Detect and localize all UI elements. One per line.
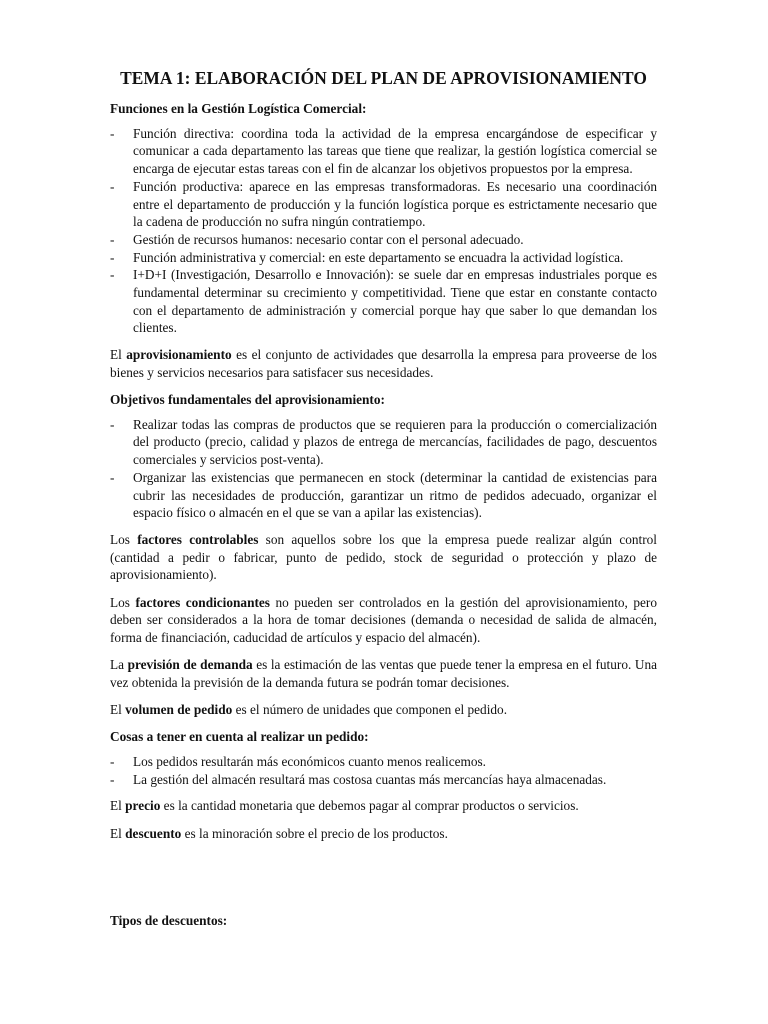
- dash-bullet: -: [110, 771, 115, 787]
- document-page: [110, 66, 657, 937]
- paragraph-text: El: [110, 825, 126, 841]
- list-item: [110, 416, 657, 469]
- list-item: [110, 771, 657, 789]
- descuento-paragraph: [110, 825, 657, 843]
- paragraph-text: La: [110, 657, 128, 673]
- dash-bullet: -: [110, 754, 115, 769]
- paragraph-text: es la estimación de las ventas que puede tener la empresa en el futuro. Una vez obtenida la previsión de la demanda futura se podrán tomar decisiones.: [110, 657, 657, 690]
- funciones-heading: Funciones en la Gestión Logística Comercial:: [110, 101, 367, 116]
- paragraph-text: es el conjunto de actividades que desarrolla la empresa para proveerse de los bienes y servicios necesarios para satisfacer sus necesidades.: [110, 347, 657, 380]
- defined-term: descuento: [125, 825, 182, 841]
- list-item-text: I+D+I (Investigación, Desarrollo e Innovación): se suele dar en empresas industriales porque es fundamental determinar su crecimiento y competitividad. Tiene que estar en constante contacto con el departamento de administración y comercial porque hay que saber lo que demandan los clientes.: [133, 267, 657, 336]
- paragraph-text: es la minoración sobre el precio de los productos.: [181, 825, 448, 841]
- defined-term: volumen de pedido: [125, 702, 233, 718]
- prevision-paragraph: [110, 656, 657, 691]
- tipos-descuentos-heading: Tipos de descuentos:: [110, 912, 228, 928]
- cosas-list: [110, 753, 657, 788]
- dash-bullet: -: [110, 231, 115, 247]
- list-item: [110, 178, 657, 231]
- dash-bullet: -: [110, 125, 115, 141]
- blank-space: [110, 852, 657, 912]
- list-item: [110, 231, 657, 249]
- list-item-text: Organizar las existencias que permanecen en stock (determinar la cantidad de existencias para cubrir las necesidades de producción, garantizar un ritmo de pedidos adecuado, organizar el espacio físico o almacén en el que se van a apilar las existencias).: [133, 469, 657, 521]
- paragraph-text: Los: [110, 594, 136, 610]
- list-item-text: Los pedidos resultarán más económicos cuanto menos realicemos.: [133, 754, 487, 769]
- paragraph-text: son aquellos sobre los que la empresa puede realizar algún control (cantidad a pedir o fabricar, punto de pedido, stock de seguridad o protección y plazo de aprovisionamiento).: [110, 531, 657, 583]
- paragraph-text: El: [110, 347, 127, 363]
- list-item-text: Realizar todas las compras de productos que se requieren para la producción o comercialización del producto (precio, calidad y plazos de entrega de mercancías, facilidades de pago, descuentos comerciales y servicios post-venta).: [133, 416, 657, 468]
- factores-condicionantes-paragraph: [110, 594, 657, 647]
- objetivos-list: [110, 416, 657, 522]
- list-item: [110, 469, 657, 522]
- list-item: [110, 753, 657, 771]
- paragraph-text: no pueden ser controlados en la gestión del aprovisionamiento, pero deben ser considerados a la hora de tomar decisiones (demanda o necesidad de salida de almacén, forma de financiación, caducidad de artículos y espacio del almacén).: [110, 594, 657, 645]
- defined-term: aprovisionamiento: [126, 347, 232, 363]
- list-item-text: La gestión del almacén resultará mas costosa cuantas más mercancías haya almacenadas.: [133, 771, 607, 787]
- objetivos-heading: Objetivos fundamentales del aprovisionamiento:: [110, 392, 385, 408]
- list-item-text: Gestión de recursos humanos: necesario contar con el personal adecuado.: [133, 231, 524, 247]
- list-item-text: Función productiva: aparece en las empresas transformadoras. Es necesario una coordinación entre el departamento de producción y la función logística porque es estrictamente necesario que la cadena de producción no sufra ningún contratiempo.: [133, 178, 657, 230]
- defined-term: previsión de demanda: [127, 657, 253, 673]
- dash-bullet: -: [110, 178, 115, 194]
- list-item-text: Función administrativa y comercial: en este departamento se encuadra la actividad logística.: [133, 249, 624, 265]
- paragraph-text: es el número de unidades que componen el pedido.: [232, 702, 508, 718]
- list-item: [110, 125, 657, 178]
- funciones-list: [110, 125, 657, 337]
- precio-paragraph: [110, 797, 657, 815]
- defined-term: factores controlables: [137, 531, 259, 547]
- paragraph-text: Los: [110, 531, 138, 547]
- list-item: [110, 266, 657, 337]
- dash-bullet: -: [110, 416, 115, 432]
- dash-bullet: -: [110, 267, 115, 283]
- defined-term: precio: [125, 798, 161, 814]
- paragraph-text: El: [110, 702, 126, 718]
- list-item: [110, 249, 657, 267]
- paragraph-text: es la cantidad monetaria que debemos pagar al comprar productos o servicios.: [160, 798, 579, 814]
- cosas-heading: Cosas a tener en cuenta al realizar un pedido:: [110, 729, 369, 745]
- list-item-text: Función directiva: coordina toda la actividad de la empresa encargándose de especificar y comunicar a cada departamento las tareas que tiene que realizar, la gestión logística comercial se encarga de ejecutar estas tareas con el fin de alcanzar los objetivos propuestos por la empresa.: [133, 125, 657, 177]
- paragraph-text: El: [110, 798, 126, 814]
- aprovisionamiento-paragraph: [110, 346, 657, 381]
- factores-controlables-paragraph: [110, 531, 657, 584]
- dash-bullet: -: [110, 469, 115, 485]
- page-title: TEMA 1: ELABORACIÓN DEL PLAN DE APROVISIONAMIENTO: [120, 68, 647, 88]
- defined-term: factores condicionantes: [135, 594, 270, 610]
- volumen-paragraph: [110, 701, 657, 719]
- dash-bullet: -: [110, 249, 115, 265]
